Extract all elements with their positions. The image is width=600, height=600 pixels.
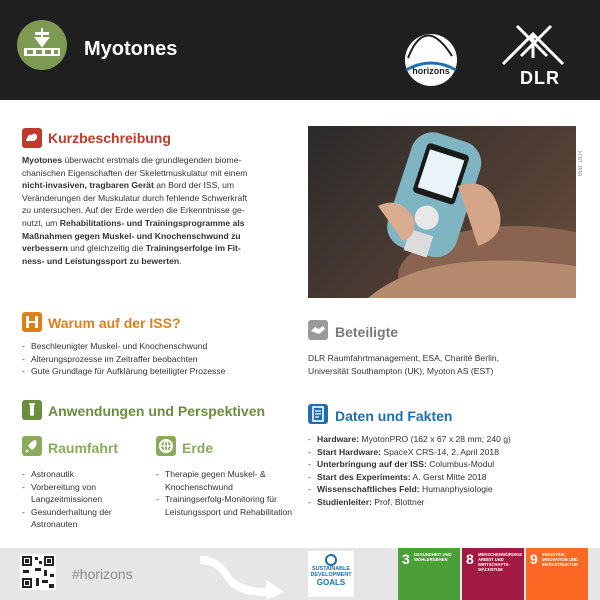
raumfahrt-heading: Raumfahrt [48,440,119,456]
satellite-experiment-icon [17,20,67,70]
list-item: - Unterbringung auf der ISS: Columbus-Modul [308,458,588,471]
list-item: - Vorbereitung von Langzeitmissionen [22,481,142,506]
myoton-device-photo [308,126,576,298]
list-item: - Gesunderhaltung der Astronauten [22,506,142,531]
horizons-logo [398,26,464,86]
dlr-logo-text: DLR [520,68,560,88]
header [0,0,600,100]
kurz-line: verbessern und gleichzeitig die Trainingserfolge im Fit- [22,243,241,254]
daten-heading: Daten und Fakten [335,408,453,424]
list-item: - Wissenschaftliches Feld: Humanphysiologie [308,483,588,496]
list-item: - Alterungsprozesse im Zeitraffer beobachten [22,353,302,366]
muscle-arm-icon [22,128,42,148]
photo-credit: Bild: DLR [578,150,584,176]
list-item: - Trainingserfolg-Monitoring für Leistungssport und Rehabilitation [156,493,296,518]
sdg-badge-9: 9 INDUSTRIE, INNOVATION UND INFRASTRUKTUR [526,548,588,600]
beteiligte-line: Universität Southampton (UK), Myoton AS (EST) [308,365,494,376]
kurz-line: Myotones überwacht erstmals die grundlegenden biome- [22,155,242,165]
list-item: - Start Hardware: SpaceX CRS-14, 2. April 2018 [308,446,588,459]
document-icon [308,404,328,424]
warum-iss-heading: Warum auf der ISS? [48,315,181,331]
list-item: - Start des Experiments: A. Gerst Mitte 2018 [308,471,588,484]
daten-list [308,433,588,509]
list-item: - Therapie gegen Muskel- & Knochenschwund [156,468,296,493]
kurzbeschreibung-text [22,154,302,267]
globe-icon [156,436,176,456]
arrow-right-icon [200,548,286,600]
erde-heading: Erde [182,440,214,456]
kurz-line: zu untersuchen. Auf der Erde werden die Erkenntnisse ge- [22,205,245,216]
sdg-badge-8: 8 MENSCHENWÜRDIGE ARBEIT UND WIRTSCHAFTS-WACHSTUM [462,548,524,600]
anwendungen-heading: Anwendungen und Perspektiven [48,403,266,419]
rocket-icon [22,436,42,456]
beteiligte-heading: Beteiligte [335,324,399,340]
page-title: Myotones [84,38,178,60]
kurz-line: Veränderungen der Muskulatur durch fehlende Schwerkraft [22,192,248,203]
sdg-logo-text: SUSTAINABLE DEVELOPMENT GOALS [310,566,352,588]
kurz-line: Maßnahmen gegen Muskel- und Knochenschwund zu [22,230,241,241]
sdg-badge-3: 3 GESUNDHEIT UND WOHLERGEHEN [398,548,460,600]
list-item: - Hardware: MyotonPRO (162 x 67 x 28 mm; 240 g) [308,433,588,446]
kurz-line: nutzt, um Rehabilitations- und Trainingsprogramme als [22,217,245,228]
kurz-line: ness- und Leistungssport zu bewerten. [22,255,182,266]
qr-code-icon [20,554,56,590]
kurz-line: chanischen Eigenschaften der Skelettmuskulatur mit einem [22,167,248,178]
list-item: - Gute Grundlage für Aufklärung beteiligter Prozesse [22,365,302,378]
iss-station-icon [22,312,42,332]
list-item: - Studienleiter: Prof. Blottner [308,496,588,509]
raumfahrt-list [22,468,142,531]
kurzbeschreibung-heading: Kurzbeschreibung [48,130,171,146]
horizons-logo-text: horizons [412,66,450,76]
test-tube-icon [22,400,42,420]
erde-list [156,468,296,518]
list-item: - Astronautik [22,468,142,481]
beteiligte-text [308,352,578,377]
handshake-icon [308,320,328,340]
warum-iss-list [22,340,302,378]
list-item: - Beschleunigter Muskel- und Knochenschwund [22,340,302,353]
beteiligte-line: DLR Raumfahrtmanagement, ESA, Charité Berlin, [308,353,500,363]
hashtag: #horizons [72,566,133,582]
kurz-line: nicht-invasiven, tragbaren Gerät an Bord der ISS, um [22,180,235,191]
